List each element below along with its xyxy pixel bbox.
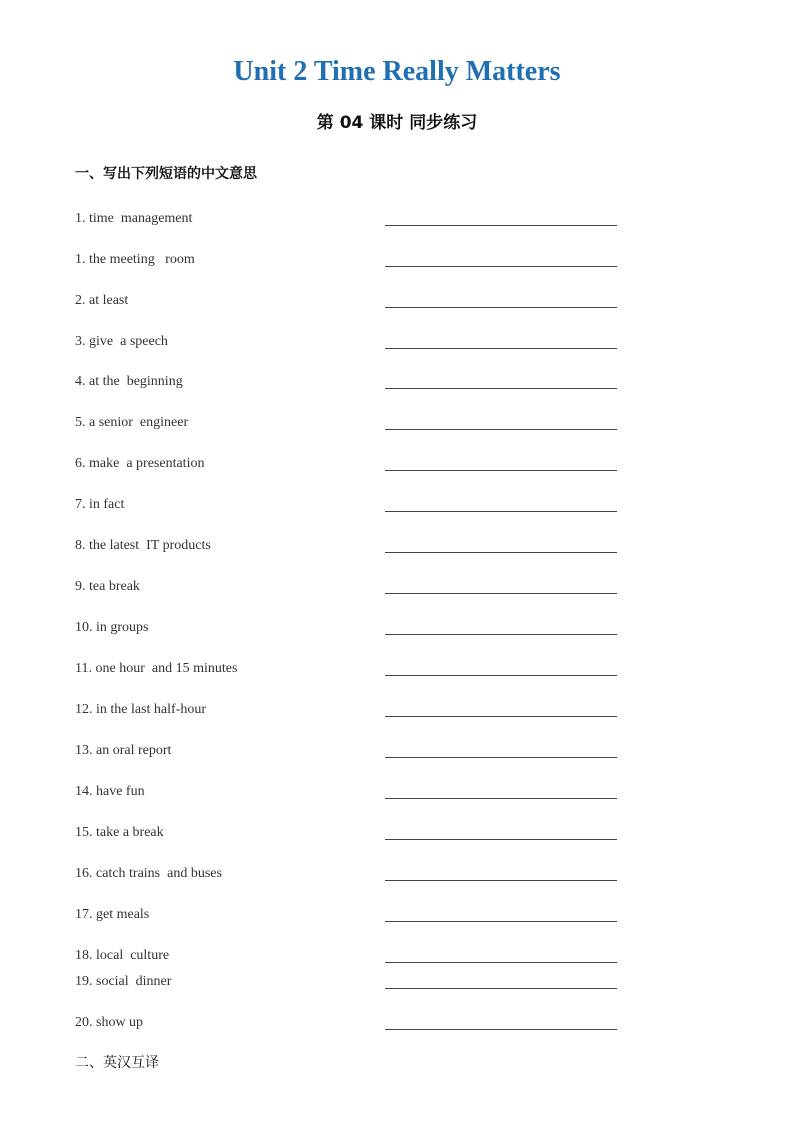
exercise-item — [75, 332, 620, 356]
answer-blank[interactable] — [385, 429, 617, 430]
answer-blank[interactable] — [385, 266, 617, 267]
exercise-phrase: 2. at least — [75, 293, 129, 308]
exercise-phrase: 6. make a presentation — [75, 456, 205, 471]
answer-blank[interactable] — [385, 225, 617, 226]
exercise-item — [75, 413, 620, 437]
exercise-phrase: 12. in the last half-hour — [75, 702, 207, 717]
exercise-item — [75, 372, 620, 396]
answer-blank[interactable] — [385, 839, 617, 840]
answer-blank[interactable] — [385, 307, 617, 308]
exercise-item — [75, 291, 620, 315]
page-title: Unit 2 Time Really Matters — [233, 56, 561, 87]
exercise-item — [75, 1013, 620, 1037]
exercise-phrase: 17. get meals — [75, 907, 150, 922]
answer-blank[interactable] — [385, 388, 617, 389]
answer-blank[interactable] — [385, 511, 617, 512]
answer-blank[interactable] — [385, 1029, 617, 1030]
answer-blank[interactable] — [385, 798, 617, 799]
answer-blank[interactable] — [385, 348, 617, 349]
answer-blank[interactable] — [385, 962, 617, 963]
exercise-phrase: 19. social dinner — [75, 974, 172, 989]
exercise-item — [75, 209, 620, 233]
exercise-phrase: 8. the latest IT products — [75, 538, 211, 553]
exercise-phrase: 10. in groups — [75, 620, 149, 635]
exercise-phrase: 1. the meeting room — [75, 252, 195, 267]
exercise-item — [75, 454, 620, 478]
answer-blank[interactable] — [385, 634, 617, 635]
section-2-heading: 二、英汉互译 — [75, 1055, 159, 1071]
answer-blank[interactable] — [385, 716, 617, 717]
answer-blank[interactable] — [385, 988, 617, 989]
answer-blank[interactable] — [385, 593, 617, 594]
exercise-item — [75, 823, 620, 847]
exercise-item — [75, 905, 620, 929]
answer-blank[interactable] — [385, 470, 617, 471]
exercise-item — [75, 495, 620, 519]
exercise-item — [75, 618, 620, 642]
exercise-phrase: 14. have fun — [75, 784, 145, 799]
answer-blank[interactable] — [385, 675, 617, 676]
answer-blank[interactable] — [385, 552, 617, 553]
exercise-phrase: 7. in fact — [75, 497, 125, 512]
exercise-item — [75, 741, 620, 765]
answer-blank[interactable] — [385, 921, 617, 922]
exercise-item — [75, 659, 620, 683]
exercise-phrase: 1. time management — [75, 211, 193, 226]
exercise-item — [75, 946, 620, 970]
exercise-item — [75, 250, 620, 274]
exercise-phrase: 11. one hour and 15 minutes — [75, 661, 238, 676]
answer-blank[interactable] — [385, 757, 617, 758]
exercise-phrase: 20. show up — [75, 1015, 144, 1030]
exercise-item — [75, 577, 620, 601]
exercise-phrase: 3. give a speech — [75, 334, 168, 349]
exercise-phrase: 16. catch trains and buses — [75, 866, 222, 881]
exercise-phrase: 9. tea break — [75, 579, 140, 594]
exercise-item — [75, 972, 620, 996]
exercise-phrase: 4. at the beginning — [75, 374, 183, 389]
exercise-item — [75, 864, 620, 888]
exercise-phrase: 15. take a break — [75, 825, 164, 840]
exercise-phrase: 5. a senior engineer — [75, 415, 189, 430]
exercise-phrase: 13. an oral report — [75, 743, 172, 758]
page-subtitle: 第 04 课时 同步练习 — [316, 113, 478, 133]
exercise-item — [75, 700, 620, 724]
section-1-heading: 一、写出下列短语的中文意思 — [75, 166, 257, 182]
exercise-item — [75, 782, 620, 806]
answer-blank[interactable] — [385, 880, 617, 881]
exercise-phrase: 18. local culture — [75, 948, 170, 963]
exercise-item — [75, 536, 620, 560]
